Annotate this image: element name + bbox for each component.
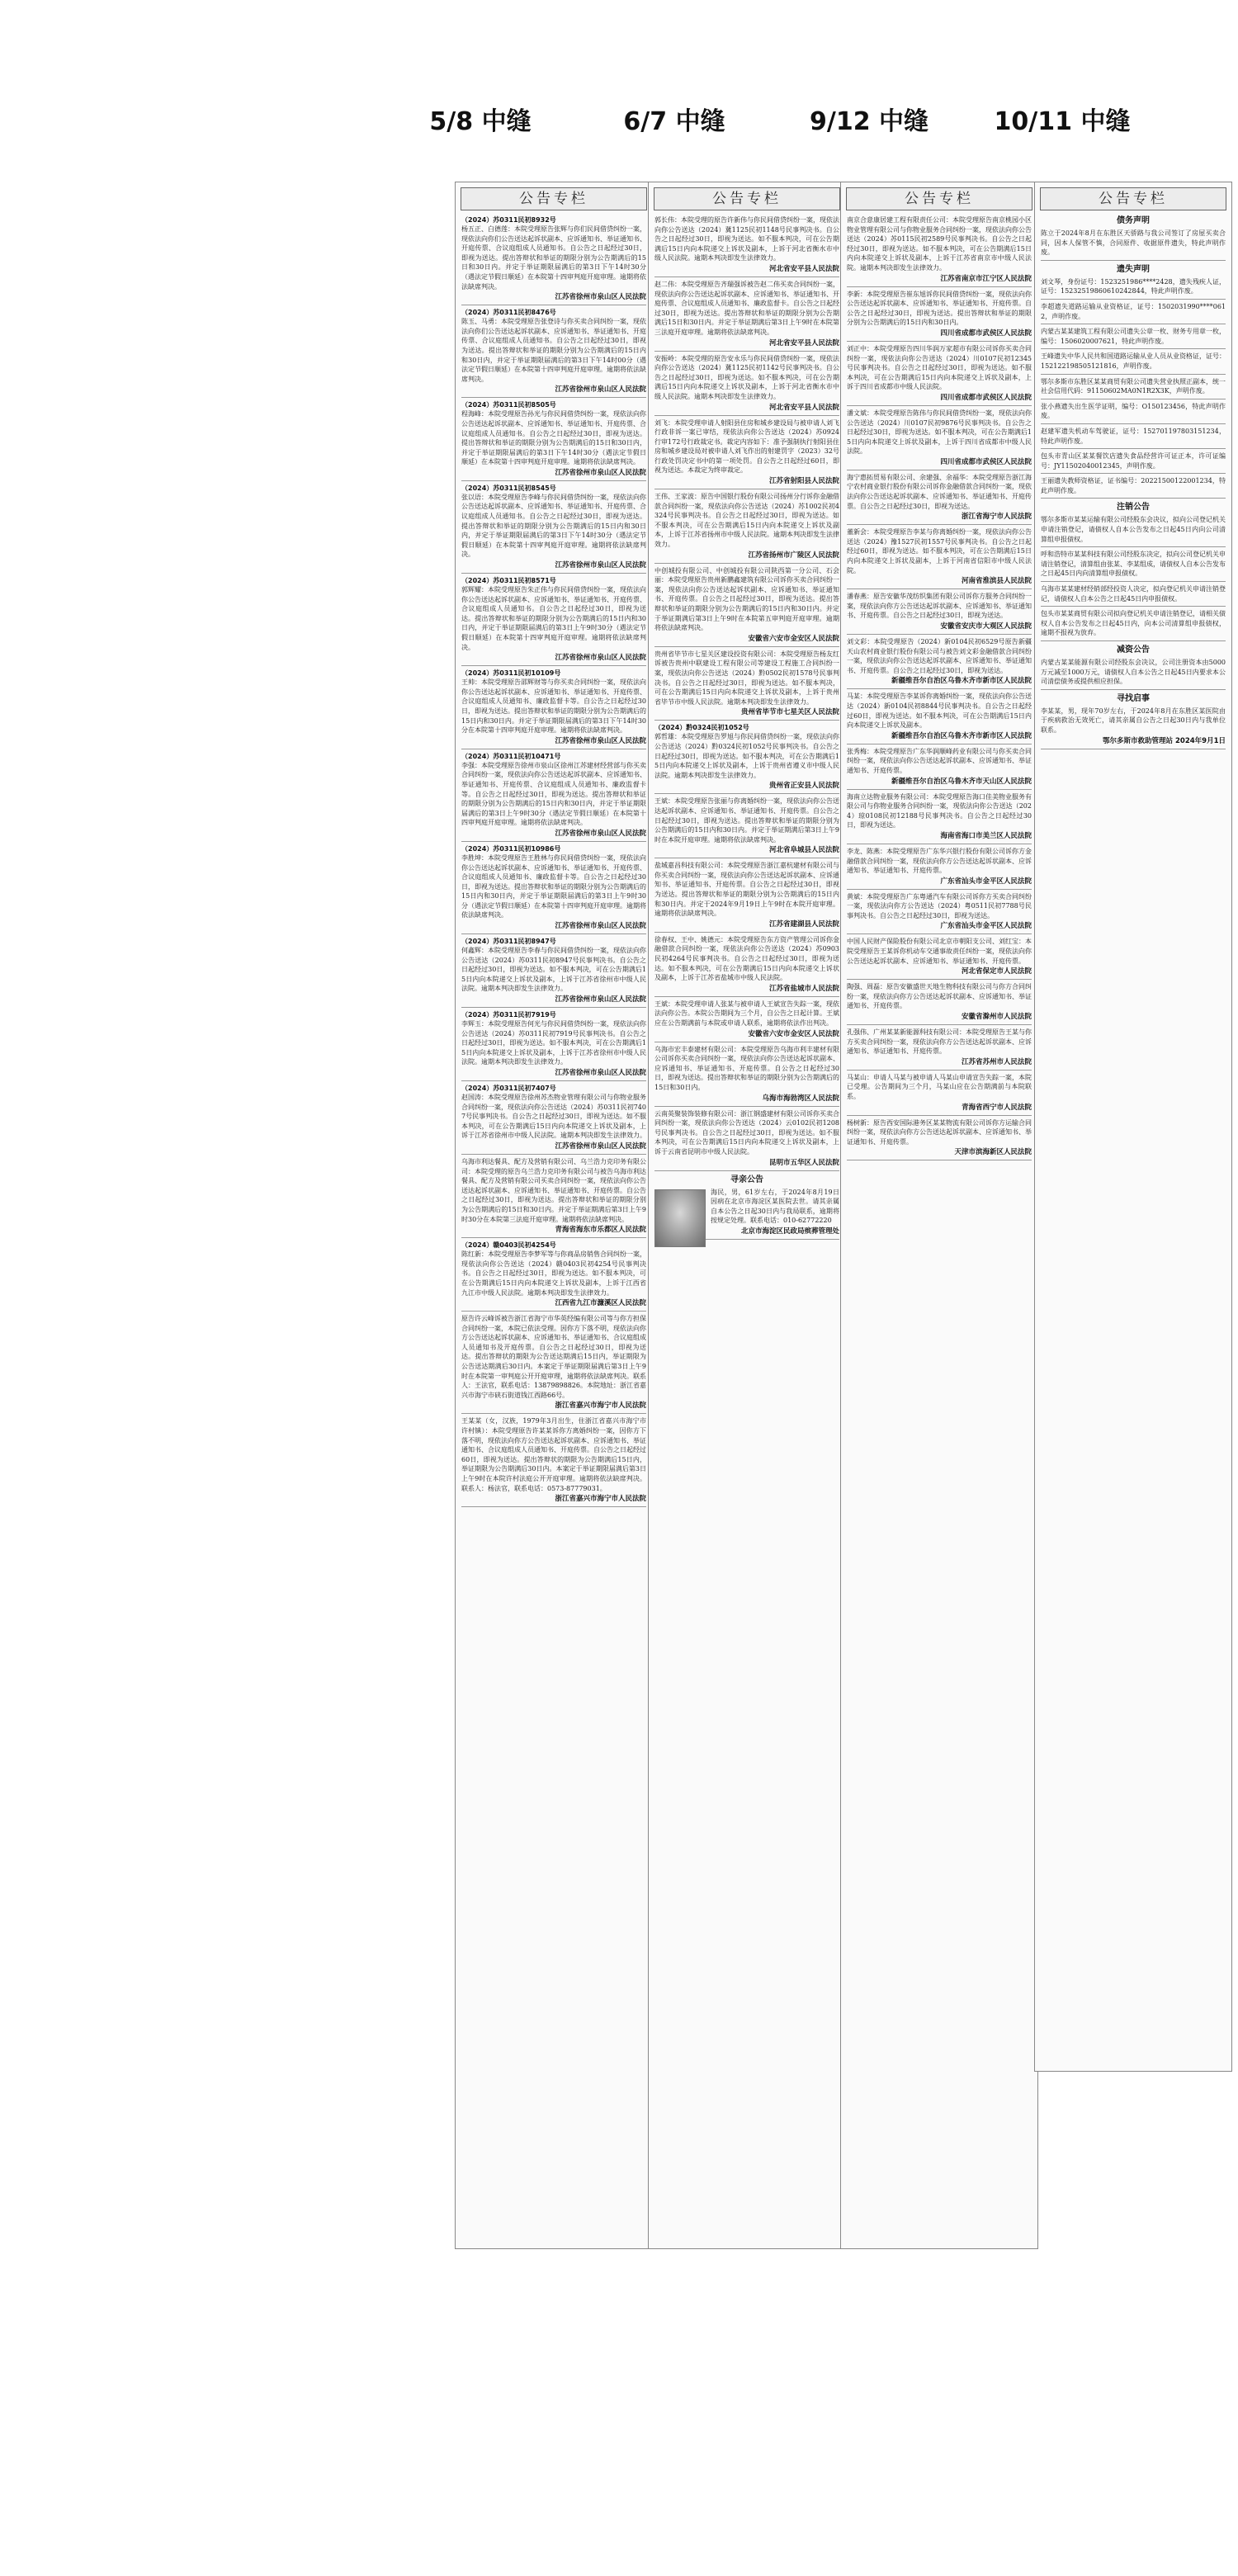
notice-body-text: 刘飞：本院受理申请人射阳县住房和城乡建设局与被申请人刘飞行政非诉一案已审结，现依法向你公告送达（2024）苏0924行审172号行政裁定书。裁定内容如下：准予强制执行射阳县住房和城乡建设局对被申请人刘飞作出的射建罚字（2023）32号行政处罚决定书中的第一项处罚。自公告之日起经过60日，即视为送达。本裁定为终审裁定。: [654, 418, 839, 475]
notice-divider: [654, 415, 839, 416]
notice-body-text: 王伟、王家波：原告中国银行股份有限公司扬州分行诉你金融借款合同纠纷一案，现依法向你公告送达（2024）苏1002民初4324号民事判决书。自公告之日起经过30日，即视为送达。如不服本判决，可在公告期满后15日内向本院递交上诉状及副本，上诉于江苏省扬州市中级人民法院。逾期本判决即发生法律效力。: [654, 493, 839, 549]
notice-body-text: 内蒙古某某能源有限公司经股东会决议，公司注册资本由5000万元减至1000万元，请债权人自本公告之日起45日内要求本公司清偿债务或提供相应担保。: [1041, 659, 1226, 686]
notice-item: [847, 792, 1032, 844]
notice-item: [654, 935, 839, 997]
notice-item: [847, 1118, 1032, 1161]
issuing-court: 江苏省苏州市人民法院: [961, 1057, 1032, 1066]
notice-body-text: 李新：本院受理原告崔东旭诉你民间借贷纠纷一案，现依法向你公告送达起诉状副本、应诉通知书、举证通知书、开庭传票。自公告之日起经过30日，即视为送达。提出答辩状和举证的期限分别为公告期满后的15日内和30日内。: [847, 290, 1032, 327]
issuing-court: 江苏省南京市江宁区人民法院: [940, 274, 1032, 283]
issuing-court: 浙江省嘉兴市海宁市人民法院: [555, 1495, 646, 1504]
notice-item: [654, 492, 839, 564]
notice-body-text: 刘正中：本院受理原告四川华润万家超市有限公司诉你买卖合同纠纷一案，现依法向你公告送达（2024）川0107民初12345号民事判决书。自公告之日起经过30日，即视为送达。如不服本判决，可在公告期满后15日内向本院递交上诉状及副本，上诉于四川省成都市中级人民法院。: [847, 344, 1032, 391]
notice-section-title: 寻亲公告: [730, 1175, 763, 1184]
notice-item: [847, 692, 1032, 744]
notice-item: [654, 796, 839, 858]
notice-body-text: 南京合意康居建工程有限责任公司：本院受理原告南京桃园小区物业管理有限公司与你物业服务合同纠纷一案，现依法向你公告送达（2024）苏0115民初2589号民事判决书。自公告之日起经过30日，即视为送达。如不服本判决，可在公告期满后15日内向本院递交上诉状及副本，上诉于江苏省南京市中级人民法院。逾期本判决即发生法律效力。: [847, 216, 1032, 272]
notice-section-title: 遗失声明: [1117, 264, 1150, 274]
notice-body-text: 鄂尔多斯市东胜区某某商贸有限公司遗失营业执照正副本，统一社会信用代码：91150602MA0N1R2X3K，声明作废。: [1041, 377, 1226, 395]
notice-divider: [847, 688, 1032, 689]
notice-body-text: 郭辉耀：本院受理原告朱正伟与你民间借贷纠纷一案，现依法向你公告送达起诉状副本、应诉通知书、举证通知书、开庭传票、合议庭组成人员通知书。自公告之日起经过30日，即视为送达。提出答辩状和举证的期限分别为公告期满后的15日内和30日内，并定于举证期限届满后的第3日上午9时30分（遇法定节假日顺延）在本院第十四审判庭开庭审理。逾期将依法缺席判决。: [461, 586, 646, 651]
case-number: （2024）苏0311民初7407号: [461, 1085, 556, 1092]
issuing-court: 安徽省安庆市大观区人民法院: [940, 622, 1032, 631]
notice-divider: [1041, 423, 1226, 424]
notice-section-title: 减资公告: [1117, 645, 1150, 655]
notice-item: [1041, 352, 1226, 374]
notice-item: [1041, 377, 1226, 399]
notice-divider: [654, 932, 839, 933]
notice-divider: [461, 397, 646, 398]
case-number: （2024）苏0311民初7919号: [461, 1011, 556, 1019]
issuing-court: 新疆维吾尔自治区乌鲁木齐市新市区人民法院: [891, 677, 1032, 686]
notice-body-text: 陈红新：本院受理原告李梦军等与你商品房销售合同纠纷一案，现依法向你公告送达（2024）赣0403民初4254号民事判决书。自公告之日起经过30日，即视为送达。如不服本判决，可在公告期满后15日内向本院递交上诉状及副本，上诉于江西省九江市中级人民法院。逾期本判决即发生法律效力。: [461, 1250, 646, 1297]
notice-body-text: 乌海市利达餐具、配方及营销有限公司、乌兰浩力克印务有限公司：本院受理的原告乌兰浩力克印务有限公司与被告乌海市利达餐具、配方及营销有限公司买卖合同纠纷一案，现依法向你公告送达起诉状副本、应诉通知书、举证通知书、开庭传票。自公告之日起经过30日，即视为送达。提出答辩状和举证的期限分别为公告期满后的15日和30日内。并定于举证期满后第3日上午9时30分在本院第三法庭开庭审理。逾期将依法缺席判决。: [461, 1157, 646, 1223]
notice-divider: [1041, 498, 1226, 499]
issuing-court: 新疆维吾尔自治区乌鲁木齐市新市区人民法院: [891, 731, 1032, 740]
notice-divider: [461, 1237, 646, 1238]
notice-item: [461, 215, 646, 305]
notice-body-text: 王某某（女，汉族，1979年3月出生，住浙江省嘉兴市海宁市许村镇）：本院受理原告许某某诉你方离婚纠纷一案，因你方下落不明，现依法向你方公告送达起诉状副本、应诉通知书、举证通知书、合议庭组成人员通知书、开庭传票。自公告之日起经过60日，即视为送达。提出答辩状的期限为公告期满后15日内，举证期限为公告期满后30日内。本案定于举证期限届满后第3日上午9时在本院许村法庭公开开庭审理。逾期将依法缺席判决。联系人：杨法官，联系电话：0573-87779031。: [461, 1417, 646, 1492]
issuing-court: 天津市滨海新区人民法院: [954, 1148, 1032, 1157]
notice-list: [456, 215, 652, 1507]
notice-item: [847, 982, 1032, 1025]
notice-item: [847, 344, 1032, 406]
notice-body-text: 李胜坤：本院受理原告王胜林与你民间借贷纠纷一案，现依法向你公告送达起诉状副本、应诉通知书、举证通知书、开庭传票、合议庭组成人员通知书、廉政监督卡等。自公告之日起经过30日，即视为送达。提出答辩状和举证的期限分别为公告期满后的15日内和30日内，并定于举证期限届满后的第3日上午9时30分（遇法定节假日顺延）在本院第十四审判庭开庭审理。逾期将依法缺席判决。: [461, 853, 646, 919]
notice-body-text: 鄂尔多斯市某某运输有限公司经股东会决议，拟向公司登记机关申请注销登记，请债权人自本公告发布之日起45日内向公司清算组申报债权。: [1041, 516, 1226, 543]
issuing-court: 四川省成都市武侯区人民法院: [940, 328, 1032, 338]
notice-body-text: 中国人民财产保险股份有限公司北京市朝阳支公司、刘红宝：本院受理原告王某诉你机动车交通事故责任纠纷一案，现依法向你公告送达起诉状副本、应诉通知书、举证通知书、开庭传票。: [847, 938, 1032, 965]
notice-section-title: 注销公告: [1117, 503, 1150, 513]
notice-body-text: 云南英聚装饰装修有限公司：浙江钢盛建材有限公司诉你买卖合同纠纷一案，现依法向你公告送达（2024）云0102民初1208号民事判决书。自公告之日起经过30日，即视为送达。如不服本判决，可在公告期满后15日内向本院递交上诉状及副本，上诉于云南省昆明市中级人民法院。: [654, 1109, 839, 1156]
issuing-court: 江苏省徐州市泉山区人民法院: [555, 468, 646, 477]
notice-divider: [1041, 348, 1226, 349]
notice-item: [654, 1000, 839, 1042]
notice-body-text: 海民，男，61岁左右，于2024年8月19日因病在北京市海淀区某医院去世。请其亲属自本公告之日起30日内与我局联系，逾期将按规定处理。联系电话：010-62772220: [711, 1188, 839, 1225]
issuing-court: 河北省保定市人民法院: [961, 967, 1032, 976]
case-number: （2024）苏0311民初8505号: [461, 401, 556, 409]
issuing-court: 江苏省徐州市泉山区人民法院: [555, 829, 646, 838]
issuing-court: 江苏省徐州市泉山区人民法院: [555, 736, 646, 745]
notice-body-text: 程海峰：本院受理原告孙光与你民间借贷纠纷一案，现依法向你公告送达起诉状副本、应诉通知书、举证通知书、开庭传票、合议庭组成人员通知书。自公告之日起经过30日，即视为送达。提出答辩状和举证的期限分别为公告期满后的15日和30日内，并定于举证期限届满后的第3日下午14时30分（遇法定节假日顺延）在本院第十四审判庭开庭审理。逾期将依法缺席判决。: [461, 410, 646, 466]
notice-body-text: 呼和浩特市某某科技有限公司经股东决定，拟向公司登记机关申请注销登记，清算组由张某、李某组成，请债权人自本公告发布之日起45日内向清算组申报债权。: [1041, 551, 1226, 578]
notice-body-text: 李超遗失道路运输从业资格证，证号：1502031990****0612，声明作废。: [1041, 302, 1226, 320]
notice-item: [847, 847, 1032, 890]
notice-body-text: 贵州省毕节市七星关区建设投资有限公司：本院受理原告杨友红诉被告贵州中联建设工程有限公司等建设工程施工合同纠纷一案，现依法向你公告送达（2024）黔0502民初1578号民事判决书。自公告之日起经过30日，即视为送达。如不服本判决，可在公告期满后15日内向本院递交上诉状及副本，上诉于贵州省毕节市中级人民法院。逾期本判决即发生法律效力。: [654, 650, 839, 706]
issuing-court: 新疆维吾尔自治区乌鲁木齐市天山区人民法院: [891, 777, 1032, 786]
issuing-court: 河北省安平县人民法院: [768, 403, 839, 412]
notice-item: [847, 892, 1032, 935]
notice-item: [654, 723, 839, 794]
notice-divider: [461, 665, 646, 666]
issuing-court: 江苏省徐州市泉山区人民法院: [555, 293, 646, 302]
notice-divider: [461, 573, 646, 574]
issuing-court: 河北省安平县人民法院: [768, 338, 839, 347]
issuing-court: 北京市海淀区民政局殡葬管理处: [740, 1227, 839, 1236]
notice-body-text: 安振岭：本院受理的原告安永乐与你民间借贷纠纷一案，现依法向你公告送达（2024）冀1125民初1142号民事判决书。自公告之日起经过30日，即视为送达。如不服本判决，可在公告期满后15日内向本院递交上诉状及副本，上诉于河北省衡水市中级人民法院。逾期本判决即发生法律效力。: [654, 354, 839, 400]
notice-item: [461, 1416, 646, 1507]
issuing-court: 昆明市五华区人民法院: [768, 1158, 839, 1167]
notice-item: [654, 650, 839, 721]
column-header: 公告专栏: [654, 187, 840, 210]
notice-list: [649, 215, 845, 1240]
notice-body-text: 李强：本院受理原告徐州市泉山区徐州江苏建材经营部与你买卖合同纠纷一案，现依法向你公告送达起诉状副本、应诉通知书、举证通知书、开庭传票、合议庭组成人员通知书、廉政监督卡等。自公告之日起经过30日，即视为送达。提出答辩状和举证的期限分别为公告期满后的15日内和30日内，并定于举证期限届满后的第3日上午9时30分（遇法定节假日顺延）在本院第十四审判庭开庭审理。逾期将依法缺席判决。: [461, 761, 646, 827]
notice-item: [847, 747, 1032, 790]
notice-item: [847, 290, 1032, 342]
notice-body-text: 马某：本院受理原告李某诉你离婚纠纷一案，现依法向你公告送达（2024）新0104民初8844号民事判决书。自公告之日起经过60日，即视为送达。如不服本判决，可在公告期满后15日内向本院递交上诉状及副本。: [847, 692, 1032, 730]
issuing-court: 江苏省射阳县人民法院: [768, 477, 839, 486]
notice-list: [1035, 215, 1231, 749]
issuing-court: 四川省成都市武侯区人民法院: [940, 393, 1032, 402]
notice-divider: [847, 789, 1032, 790]
notice-divider: [461, 841, 646, 842]
notice-body-text: 徐春权、王中、姚德元：本院受理原告东方资产管理公司诉你金融借款合同纠纷一案，现依法向你公告送达（2024）苏0903民初4264号民事判决书。自公告之日起经过30日，即视为送达。如不服本判决，可在公告期满后15日内向本院递交上诉状及副本，上诉于江苏省盐城市中级人民法院。: [654, 935, 839, 982]
notice-item: [847, 215, 1032, 287]
case-number: （2024）苏0311民初8571号: [461, 577, 556, 585]
issuing-court: 乌海市海勃湾区人民法院: [762, 1094, 839, 1103]
notice-divider: [461, 480, 646, 481]
issuing-court: 江苏省盐城市人民法院: [768, 984, 839, 993]
notice-body-text: 潘春燕：原告安徽华茂纺织集团有限公司诉你方服务合同纠纷一案，现依法向你方公告送达起诉状副本、应诉通知书、举证通知书、开庭传票。自公告之日起经过30日，即视为送达。: [847, 593, 1032, 620]
notice-item: [461, 669, 646, 749]
column-header: 公告专栏: [846, 187, 1032, 210]
notice-body-text: 包头市青山区某某餐饮店遗失食品经营许可证正本，许可证编号：JY11502040012345，声明作废。: [1041, 452, 1226, 470]
notice-divider: [1041, 448, 1226, 449]
issuing-court: 江苏省徐州市泉山区人民法院: [555, 1069, 646, 1077]
notice-body-text: 张以语：本院受理原告李峰与你民间借贷纠纷一案，现依法向你公告送达起诉状副本、应诉通知书、举证通知书、开庭传票、合议庭组成人员通知书。自公告之日起经过30日，即视为送达。提出答辩状和举证的期限分别为公告期满后的15日内和30日内，并定于举证期限届满后的第3日下午14时30分（遇法定节假日顺延）在本院第十四审判庭开庭审理。逾期将依法缺席判决。: [461, 493, 646, 559]
fold-title-9-12: 9/12 中缝: [809, 107, 929, 136]
notice-item: [461, 1010, 646, 1081]
issuing-court: 江苏省徐州市泉山区人民法院: [555, 922, 646, 931]
issuing-court: 安徽省六安市金安区人民法院: [748, 1029, 839, 1038]
notice-body-text: 刘文彩：本院受理原告（2024）新0104民初6529号原告新疆天山农村商业银行股份有限公司与被告刘文彩金融借款合同纠纷一案，现依法向你公告送达起诉状副本、应诉通知书、举证通知书、开庭传票。自公告之日起经过30日，即视为送达。: [847, 638, 1032, 674]
notice-body-text: 郭长伟：本院受理的原告许新伟与你民间借贷纠纷一案，现依法向你公告送达（2024）冀1125民初1148号民事判决书。自公告之日起经过30日，即视为送达。如不服本判决，可在公告期满后15日内向本院递交上诉状及副本，上诉于河北省衡水市中级人民法院。逾期本判决即发生法律效力。: [654, 216, 839, 262]
case-number: （2024）苏0311民初10986号: [461, 844, 561, 853]
notice-divider: [461, 1154, 646, 1155]
notice-body-text: 盐城嘉昌科技有限公司：本院受理原告浙江嘉杭建材有限公司与你买卖合同纠纷一案，现依法向你公告送达起诉状副本、应诉通知书、举证通知书、开庭传票。自公告之日起经过30日，即视为送达。提出答辩状和举证的期限分别为公告期满后的15日内和30日内。并定于2024年9月19日上午9时在本院开庭审理。逾期将依法缺席判决。: [654, 862, 839, 918]
notice-divider: [847, 634, 1032, 635]
notice-item: [847, 637, 1032, 689]
notice-body-text: 赵国涛：本院受理原告徐州苏杰物业管理有限公司与你物业服务合同纠纷一案，现依法向你公告送达（2024）苏0311民初7407号民事判决书。自公告之日起经过30日，即视为送达。如不服本判决，可在公告期满后15日内向本院递交上诉状及副本，上诉于江苏省徐州市中级人民法院。逾期本判决即发生法律效力。: [461, 1094, 646, 1140]
notice-item: [654, 1045, 839, 1107]
issuing-court: 广东省汕头市金平区人民法院: [940, 922, 1032, 931]
notice-body-text: 李某某，男，现年70岁左右，于2024年8月在东胜区某医院由于疾病救治无效死亡，请其亲属自公告之日起30日内与我单位联系。: [1041, 707, 1226, 734]
notice-item: [461, 937, 646, 1008]
notice-column-6-7: [648, 182, 846, 2249]
notice-divider: [654, 1106, 839, 1107]
notice-divider: [847, 341, 1032, 342]
notice-item: [1041, 427, 1226, 449]
notice-item: [1041, 402, 1226, 424]
case-number: （2024）苏0311民初8932号: [461, 216, 556, 224]
notice-item: [654, 566, 839, 647]
notice-body-text: 中创城投有限公司、中创城投有限公司陕西第一分公司、石会丽：本院受理原告贵州新鹏鑫建筑有限公司诉你买卖合同纠纷一案，现依法向你公告送达起诉状副本、应诉通知书、举证通知书、开庭传票。自公告之日起经过30日，即视为送达。提出答辩状和举证的期限分别为公告期满后的15日内和30日内。并定于举证期满后第3日上午9时在本院第五审判庭开庭审理。逾期将依法缺席判决。: [654, 566, 839, 632]
notice-item: [461, 1241, 646, 1312]
notice-body-text: 杨树新：原告西安国际港务区某某物流有限公司诉你方运输合同纠纷一案，现依法向你方公告送达起诉状副本、应诉通知书、举证通知书、开庭传票。: [847, 1118, 1032, 1146]
notice-item: [1041, 550, 1226, 582]
notice-item: [461, 844, 646, 934]
issuing-court: 贵州省毕节市七星关区人民法院: [740, 708, 839, 717]
notice-column-10-11: [1034, 182, 1232, 2072]
notice-body-text: 王峰遗失中华人民共和国道路运输从业人员从业资格证，证号：152122198505121816，声明作废。: [1041, 352, 1226, 370]
notice-item: [847, 409, 1032, 470]
deceased-portrait-photo: [654, 1189, 706, 1247]
notice-body-text: 包头市某某商贸有限公司拟向登记机关申请注销登记，请相关债权人自本公告发布之日起45日内，向本公司清算组申报债权，逾期不报视为放弃。: [1041, 610, 1226, 637]
issuing-court: 江苏省徐州市泉山区人民法院: [555, 561, 646, 570]
fold-title-10-11: 10/11 中缝: [994, 107, 1131, 136]
notice-divider: [847, 524, 1032, 525]
issuing-court: 江苏省徐州市泉山区人民法院: [555, 995, 646, 1004]
notice-divider: [654, 351, 839, 352]
issuing-court: 河南省淮滨县人民法院: [961, 577, 1032, 586]
notice-body-text: 潘文斌：本院受理原告陈伟与你民间借贷纠纷一案，现依法向你公告送达（2024）川0107民初9876号民事判决书。自公告之日起经过30日，即视为送达。如不服本判决，可在公告期满后15日内向本院递交上诉状及副本，上诉于四川省成都市中级人民法院。: [847, 409, 1032, 456]
notice-item: [461, 1157, 646, 1238]
issuing-court: 江苏省徐州市泉山区人民法院: [555, 385, 646, 395]
notice-body-text: 何鑫辉：本院受理原告李春与你民间借贷纠纷一案，现依法向你公告送达（2024）苏0311民初8947号民事判决书。自公告之日起经过30日，即视为送达。如不服本判决，可在公告期满后15日内向本院递交上诉状及副本，上诉于江苏省徐州市中级人民法院。逾期本判决即发生法律效力。: [461, 947, 646, 993]
notice-item: [847, 1073, 1032, 1116]
notice-item: [847, 1028, 1032, 1071]
fold-title-5-8: 5/8 中缝: [429, 107, 532, 136]
notice-body-text: 乌海市某某建材经销部经投资人决定，拟向登记机关申请注销登记，请债权人自本公告之日起45日内申报债权。: [1041, 585, 1226, 603]
notice-divider: [847, 1024, 1032, 1025]
notice-body-text: 王斌：本院受理申请人张某与被申请人王斌宣告失踪一案，现依法向你公告。本院公告期间为三个月，自公告之日起计算。王斌应在公告期满前与本院或申请人联系，逾期将依法作出判决。: [654, 1000, 839, 1027]
notice-body-text: 孔强伟、广州某某新能源科技有限公司：本院受理原告王某与你方买卖合同纠纷一案，现依法向你方公告送达起诉状副本、应诉通知书、举证通知书、开庭传票。: [847, 1028, 1032, 1056]
notice-body-text: 乌海市宏丰泰建材有限公司：本院受理原告乌海市利丰建材有限公司诉你买卖合同纠纷一案，现依法向你公告送达起诉状副本、应诉通知书、举证通知书、开庭传票。自公告之日起经过30日，即视为送达。提出答辩状和举证的期限分别为公告期满后的15日和30日内。: [654, 1045, 839, 1091]
notice-divider: [461, 1311, 646, 1312]
issuing-court: 河北省安平县人民法院: [768, 264, 839, 273]
issuing-court: 安徽省六安市金安区人民法院: [748, 634, 839, 643]
case-number: （2024）苏0311民初10109号: [461, 669, 561, 678]
notice-section-title: 寻找启事: [1117, 693, 1150, 703]
notice-item: [461, 1314, 646, 1414]
issuing-court: 四川省成都市武侯区人民法院: [940, 457, 1032, 466]
issuing-court: 广东省汕头市金平区人民法院: [940, 877, 1032, 886]
notice-divider: [1041, 473, 1226, 474]
issuing-court: 江苏省扬州市广陵区人民法院: [748, 551, 839, 560]
case-number: （2024）苏0311民初8947号: [461, 938, 556, 946]
notice-divider: [1041, 260, 1226, 261]
notice-body-text: 王丽遗失教师资格证，证书编号：20221500122001234，特此声明作废。: [1041, 477, 1226, 494]
notice-item: [847, 592, 1032, 635]
notice-divider: [1041, 546, 1226, 547]
notice-item: [1041, 502, 1226, 547]
notice-item: [654, 215, 839, 277]
case-number: （2024）苏0311民初8476号: [461, 309, 556, 317]
issuing-court: 江西省九江市濂溪区人民法院: [555, 1299, 646, 1308]
notice-item: [654, 280, 839, 352]
notice-divider: [461, 1007, 646, 1008]
notice-item: [847, 527, 1032, 589]
issuing-court: 浙江省嘉兴市海宁市人民法院: [555, 1401, 646, 1411]
notice-divider: [1041, 640, 1226, 641]
notice-divider: [654, 563, 839, 564]
notice-divider: [847, 405, 1032, 406]
notice-body-text: 内蒙古某某建筑工程有限公司遗失公章一枚、财务专用章一枚，编号：1506020007621，特此声明作废。: [1041, 328, 1226, 345]
notice-item: [654, 1109, 839, 1171]
issuing-court: 江苏省徐州市泉山区人民法院: [555, 1141, 646, 1151]
issuing-court: 鄂尔多斯市救助管理站 2024年9月1日: [1103, 736, 1226, 745]
notice-divider: [1041, 581, 1226, 582]
notice-divider: [654, 1170, 839, 1171]
notice-item: [1041, 302, 1226, 324]
notice-list: [841, 215, 1037, 1160]
notice-body-text: 马某山：申请人马某与被申请人马某山申请宣告失踪一案，本院已受理。公告期间为三个月，马某山应在公告期满前与本院联系。: [847, 1073, 1032, 1100]
issuing-court: 安徽省滁州市人民法院: [961, 1013, 1032, 1022]
notice-body-text: 黄斌：本院受理原告广东粤通汽车有限公司诉你方买卖合同纠纷一案，现依法向你方公告送达（2024）粤0511民初7788号民事判决书。自公告之日起经过30日，即视为送达。: [847, 892, 1032, 919]
notice-body-text: 张秀梅：本院受理原告广东华润顺峰药业有限公司与你买卖合同纠纷一案，现依法向你公告送达起诉状副本、应诉通知书、举证通知书、开庭传票。: [847, 747, 1032, 774]
notice-column-5-8: [455, 182, 653, 2249]
notice-divider: [1041, 374, 1226, 375]
notice-item: [461, 752, 646, 842]
notice-body-text: 王帅：本院受理原告邵辉财等与你买卖合同纠纷一案，现依法向你公告送达起诉状副本、应诉通知书、举证通知书、开庭传票、合议庭组成人员通知书、廉政监督卡等。自公告之日起经过30日，即视为送达。提出答辩状和举证的期限分别为公告期满后的15日内和30日内。并定于举证期限届满后的第3日下午14时30分在本院第十四审判庭开庭审理。逾期将依法缺席判决。: [461, 678, 646, 735]
notice-item: [847, 473, 1032, 525]
notice-body-text: 杨五正、白德莲：本院受理原告张辉与你们民间借贷纠纷一案，现依法向你们公告送达起诉状副本、应诉通知书、举证通知书、开庭传票、合议庭组成人员通知书。自公告之日起经过30日，即视为送达。提出答辩状和举证的期限分别为公告期满后的15日和30日内。并定于举证期限届满后的第3日下午14时30分（遇法定节假日顺延）在本院第十四审判庭开庭审理。逾期将依法缺席判决。: [461, 225, 646, 291]
notice-divider: [847, 1070, 1032, 1071]
notice-body-text: 张小燕遗失出生医学证明，编号：O150123456，特此声明作废。: [1041, 402, 1226, 420]
notice-body-text: 原告许云峰诉被告浙江省海宁市华英经编有限公司等与你方担保合同纠纷一案，本院已依法受理。因你方下落不明，现依法向你方公告送达起诉状副本、应诉通知书、举证通知书、合议庭组成人员通知书及开庭传票。自公告之日起经过30日，即视为送达。提出答辩状的期限为公告送达期满后15日内，举证期限为公告送达期满后30日内。本案定于举证期限届满后第3日上午9时在本院第一审判庭公开开庭审理，逾期将依法缺席判决。联系人：王法官，联系电话：13879898826。本院地址：浙江省嘉兴市海宁市硖石街道钱江西路66号。: [461, 1315, 646, 1399]
notice-body-text: 王斌：本院受理原告张丽与你离婚纠纷一案，现依法向你公告送达起诉状副本、应诉通知书、举证通知书、开庭传票。自公告之日起经过30日，即视为送达。提出答辩状和举证的期限分别为公告期满后的15日内和30日内。并定于举证期满后第3日上午9时在本院开庭审理。逾期将依法缺席判决。: [654, 797, 839, 844]
notice-divider: [654, 646, 839, 647]
case-number: （2024）黔0324民初1052号: [654, 724, 749, 732]
notice-item: [654, 861, 839, 933]
notice-body-text: 李辉玉：本院受理原告何光与你民间借贷纠纷一案，现依法向你公告送达（2024）苏0311民初7919号民事判决书。自公告之日起经过30日，即视为送达。如不服本判决，可在公告期满后15日内向本院递交上诉状及副本，上诉于江苏省徐州市中级人民法院。逾期本判决即发生法律效力。: [461, 1020, 646, 1066]
column-header: 公告专栏: [461, 187, 647, 210]
notice-item: [847, 937, 1032, 980]
issuing-court: 青海省海东市乐都区人民法院: [555, 1226, 646, 1235]
column-header: 公告专栏: [1040, 187, 1226, 210]
notice-item: [1041, 645, 1226, 690]
fold-title-6-7: 6/7 中缝: [623, 107, 725, 136]
notice-item: [654, 354, 839, 416]
notice-section-title: 债务声明: [1117, 216, 1150, 225]
issuing-court: 江苏省徐州市泉山区人民法院: [555, 654, 646, 663]
notice-body-text: 李龙、陈燕：本院受理原告广东华兴银行股份有限公司诉你方金融借款合同纠纷一案，现依法向你方公告送达起诉状副本、应诉通知书、举证通知书、开庭传票。: [847, 847, 1032, 875]
issuing-court: 贵州省正安县人民法院: [768, 782, 839, 791]
case-number: （2024）苏0311民初10471号: [461, 752, 561, 760]
case-number: （2024）苏0311民初8545号: [461, 484, 556, 492]
issuing-court: 浙江省海宁市人民法院: [961, 513, 1032, 522]
notice-body-text: 赵建军遗失机动车驾驶证，证号：152701197803151234，特此声明作废。: [1041, 427, 1226, 445]
notice-divider: [654, 720, 839, 721]
notice-body-text: 海宁惠拓贸易有限公司、余建强、余福华：本院受理原告浙江海宁农村商业银行股份有限公司诉你金融借款合同纠纷一案，现依法向你公告送达起诉状副本、应诉通知书、举证通知书、开庭传票。自公告之日起经过30日，即视为送达。: [847, 473, 1032, 510]
notice-item: [461, 484, 646, 574]
notice-divider: [847, 286, 1032, 287]
notice-item: [1041, 693, 1226, 749]
notice-item: [1041, 327, 1226, 349]
notice-column-9-12: [840, 182, 1038, 2249]
notice-divider: [847, 979, 1032, 980]
notice-item: [1041, 215, 1226, 261]
notice-divider: [461, 1506, 646, 1507]
notice-item: [461, 1084, 646, 1155]
notice-body-text: 陈立于2024年8月在东胜区天骄路与我公司签订了房屋买卖合同，因本人保管不慎，合同原件、收据原件遗失，特此声明作废。: [1041, 229, 1226, 257]
notice-body-text: 刘文琴，身份证号：1523251986****2428，遗失残疾人证，证号：15232519860610242844，特此声明作废。: [1041, 277, 1226, 295]
notice-item: [461, 400, 646, 481]
notice-item: [1041, 584, 1226, 607]
notice-item: [461, 308, 646, 398]
notice-item: [1041, 451, 1226, 474]
notice-body-text: 董新会：本院受理原告李某与你离婚纠纷一案，现依法向你公告送达（2024）豫1527民初1557号民事判决书。自公告之日起经过60日，即视为送达。如不服本判决，可在公告期满后15日内向本院递交上诉状及副本，上诉于河南省信阳市中级人民法院。: [847, 528, 1032, 574]
notice-divider: [461, 1413, 646, 1414]
notice-divider: [1041, 299, 1226, 300]
notice-divider: [847, 1115, 1032, 1116]
notice-divider: [654, 996, 839, 997]
issuing-court: 青海省西宁市人民法院: [961, 1103, 1032, 1112]
notice-divider: [461, 1080, 646, 1081]
notice-divider: [654, 793, 839, 794]
notice-divider: [1041, 606, 1226, 607]
notice-divider: [1041, 689, 1226, 690]
issuing-court: 河北省阜城县人民法院: [768, 846, 839, 855]
issuing-court: 海南省海口市美兰区人民法院: [940, 831, 1032, 840]
notice-body-text: 郭哲雄：本院受理原告罗旭与你民间借贷纠纷一案，现依法向你公告送达（2024）黔0324民初1052号民事判决书。自公告之日起经过30日，即视为送达。如不服本判决，可在公告期满后15日内向本院递交上诉状及副本，上诉于贵州省遵义市中级人民法院。逾期本判决即发生法律效力。: [654, 733, 839, 779]
notice-item: [1041, 476, 1226, 499]
notice-item: [1041, 264, 1226, 300]
issuing-court: 江苏省建湖县人民法院: [768, 919, 839, 929]
notice-item: [654, 418, 839, 490]
notice-body-text: 陶强、周磊：原告安徽盛世天地生物科技有限公司与你方合同纠纷一案，现依法向你方公告送达起诉状副本、应诉通知书、举证通知书、开庭传票。: [847, 983, 1032, 1010]
notice-divider: [847, 588, 1032, 589]
notice-body-text: 陈玉、马勇：本院受理原告张登诗与你买卖合同纠纷一案，现依法向你们公告送达起诉状副本、应诉通知书、举证通知书、开庭传票、合议庭组成人员通知书。自公告之日起经过30日，即视为送达。提出答辩状和举证的期限分别为公告期满后的15日内和30日内，并定于举证期限届满后的第3日下午14时00分（遇法定节假日顺延）在本院第十四审判庭开庭审理。逾期将依法缺席判决。: [461, 318, 646, 383]
notice-body-text: 海南立达物业服务有限公司：本院受理原告海口佳美物业服务有限公司与你物业服务合同纠纷一案，现依法向你公告送达（2024）琼0108民初12188号民事判决书。自公告之日起经过30日，即视为送达。: [847, 792, 1032, 830]
notice-item: [654, 1175, 839, 1240]
notice-item: [461, 576, 646, 666]
notice-body-text: 赵二伟：本院受理原告齐瑞强诉被告赵二伟买卖合同纠纷一案，现依法向你公告送达起诉状副本、应诉通知书、举证通知书、开庭传票、合议庭组成人员通知书、廉政监督卡。自公告之日起经过30日，即视为送达。提出答辩状和举证的期限分别为公告期满后15日和30日内。并定于举证期满后第3日上午9时在本院第三法庭开庭审理。逾期将依法缺席判决。: [654, 280, 839, 336]
notice-divider: [847, 889, 1032, 890]
case-number: （2024）赣0403民初4254号: [461, 1241, 556, 1250]
notice-item: [1041, 609, 1226, 641]
